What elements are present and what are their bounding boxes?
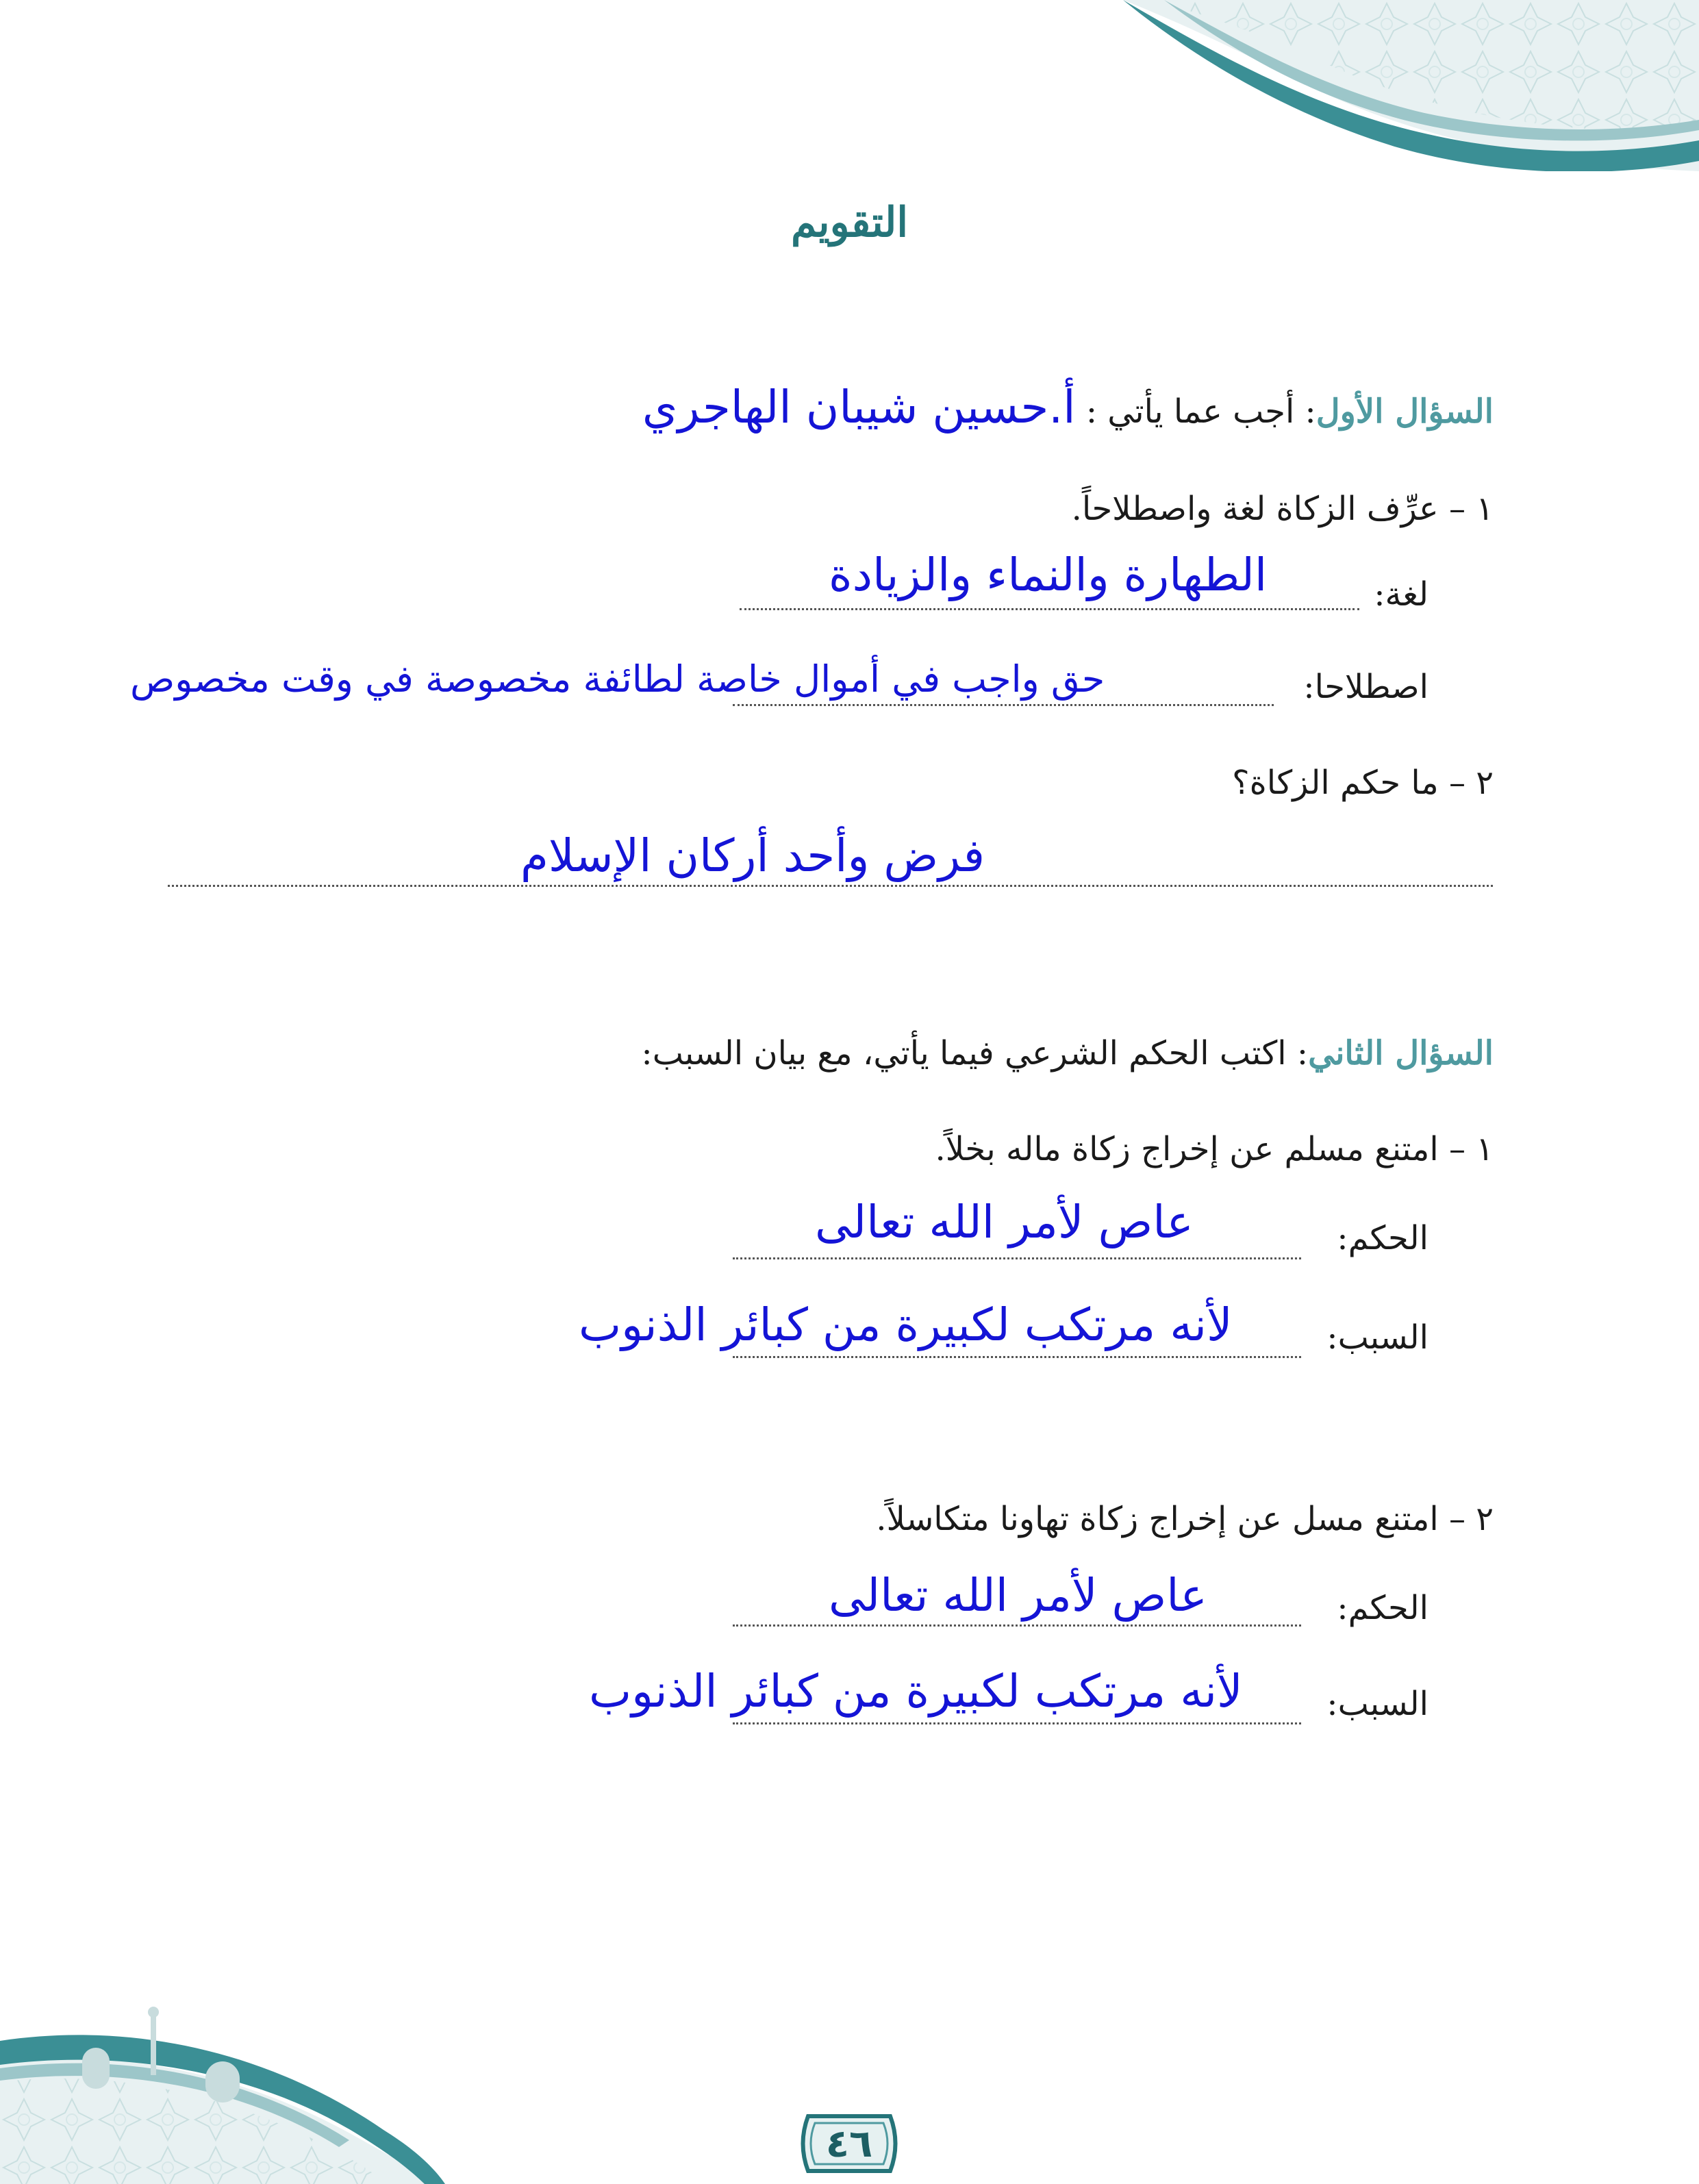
bottom-corner-ornament xyxy=(0,2000,445,2184)
case2-hukm-answer: عاص لأمر الله تعالى xyxy=(829,1569,1207,1622)
q1-item2: ٢ – ما حكم الزكاة؟ xyxy=(1232,764,1494,802)
case2-sabab-label: السبب: xyxy=(1326,1685,1429,1723)
q1-item1: ١ – عرِّف الزكاة لغة واصطلاحاً. xyxy=(1071,490,1494,528)
q1-label: السؤال الأول xyxy=(1316,392,1494,431)
case2-hukm-label: الحكم: xyxy=(1337,1589,1429,1627)
top-corner-ornament xyxy=(1123,0,1699,171)
q1-heading-row xyxy=(642,380,1494,434)
case1-hukm-answer: عاص لأمر الله تعالى xyxy=(815,1196,1194,1248)
case1-sabab-answer: لأنه مرتكب لكبيرة من كبائر الذنوب xyxy=(579,1298,1233,1351)
lugha-answer-line xyxy=(740,608,1359,610)
case1-hukm-line xyxy=(733,1257,1301,1259)
istilah-answer: حق واجب في أموال خاصة لطائفة مخصوصة في وقت مخصوص xyxy=(130,657,1105,701)
istilah-label: اصطلاحا: xyxy=(1303,668,1429,706)
q1-instruction: : أجب عما يأتي : xyxy=(1085,392,1316,431)
lugha-label: لغة: xyxy=(1374,575,1429,614)
q2-case2: ٢ – امتنع مسل عن إخراج زكاة تهاونا متكاسلاً. xyxy=(876,1500,1494,1538)
page-number: ٤٦ xyxy=(825,2122,873,2166)
case2-sabab-line xyxy=(733,1722,1301,1724)
q1-author: أ.حسين شيبان الهاجري xyxy=(642,381,1076,434)
case2-sabab-answer: لأنه مرتكب لكبيرة من كبائر الذنوب xyxy=(589,1665,1243,1718)
q2-case1: ١ – امتنع مسلم عن إخراج زكاة ماله بخلاً. xyxy=(935,1130,1494,1168)
q2-instruction: : اكتب الحكم الشرعي فيما يأتي، مع بيان السبب: xyxy=(641,1034,1309,1072)
q2-label: السؤال الثاني xyxy=(1308,1034,1494,1072)
item2-answer-line xyxy=(168,885,1493,887)
case2-hukm-line xyxy=(733,1624,1301,1627)
q2-heading-row xyxy=(642,1034,1494,1074)
item2-answer: فرض وأحد أركان الإسلام xyxy=(520,829,985,882)
lugha-answer: الطهارة والنماء والزيادة xyxy=(829,549,1268,601)
case1-hukm-label: الحكم: xyxy=(1337,1219,1429,1257)
case1-sabab-label: السبب: xyxy=(1326,1318,1429,1357)
page-title: التقويم xyxy=(790,199,909,247)
case1-sabab-line xyxy=(733,1356,1301,1358)
istilah-answer-line xyxy=(733,704,1274,706)
